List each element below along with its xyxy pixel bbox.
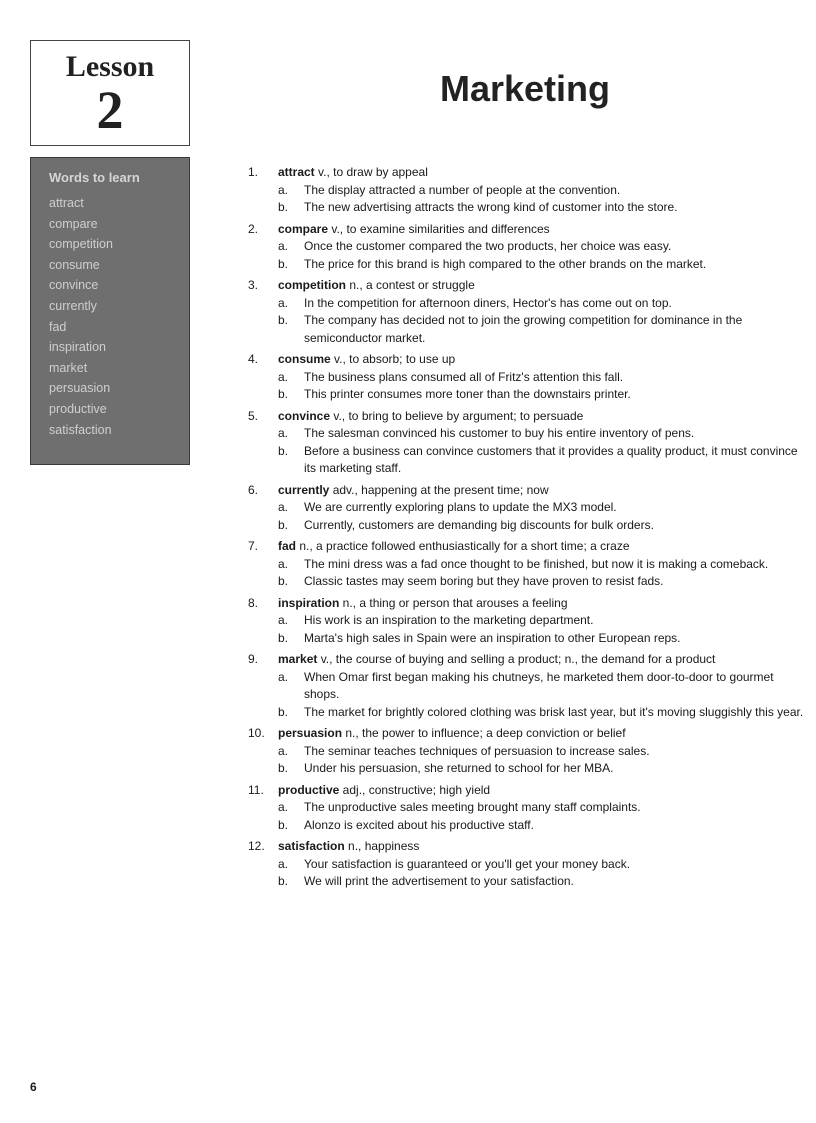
example-text: Your satisfaction is guaranteed or you'll get your money back. bbox=[304, 856, 631, 871]
vocabulary-entry bbox=[248, 595, 804, 648]
example-sentence bbox=[278, 386, 804, 404]
example-label: b. bbox=[278, 817, 289, 832]
example-text: His work is an inspiration to the marketing department. bbox=[304, 613, 594, 627]
entry-definition: adv., happening at the present time; now bbox=[329, 482, 549, 497]
entry-headline bbox=[278, 838, 804, 856]
entry-definition: v., to absorb; to use up bbox=[330, 352, 456, 366]
example-text: Once the customer compared the two products, her choice was easy. bbox=[304, 239, 672, 253]
words-panel-item: inspiration bbox=[49, 340, 106, 355]
entry-number: 12. bbox=[248, 839, 265, 853]
example-sentence bbox=[278, 425, 804, 443]
example-text: In the competition for afternoon diners, Hector's has come out on top. bbox=[304, 295, 672, 310]
entry-number: 2. bbox=[248, 221, 259, 236]
example-sentence bbox=[278, 873, 804, 891]
entry-definition: adj., constructive; high yield bbox=[339, 782, 491, 797]
example-sentence bbox=[278, 612, 804, 630]
example-label: b. bbox=[278, 517, 289, 532]
entry-number: 7. bbox=[248, 539, 259, 553]
vocabulary-entry bbox=[248, 164, 804, 217]
example-text: Under his persuasion, she returned to school for her MBA. bbox=[304, 761, 614, 775]
example-sentence bbox=[278, 743, 804, 761]
example-label: a. bbox=[278, 669, 289, 684]
vocabulary-entry bbox=[248, 277, 804, 347]
entry-word: attract bbox=[278, 165, 315, 179]
example-text: The price for this brand is high compared to the other brands on the market. bbox=[304, 256, 707, 271]
entry-number: 10. bbox=[248, 726, 265, 740]
entry-headline bbox=[278, 277, 804, 295]
words-panel-item: attract bbox=[49, 196, 84, 210]
entry-definition: v., to examine similarities and differences bbox=[328, 221, 550, 236]
example-sentence bbox=[278, 799, 804, 817]
entry-headline bbox=[278, 482, 804, 500]
vocabulary-entry bbox=[248, 782, 804, 835]
entry-number: 6. bbox=[248, 482, 259, 497]
entry-definition: v., the course of buying and selling a product; n., the demand for a product bbox=[317, 652, 716, 666]
words-panel-item: productive bbox=[49, 401, 107, 416]
example-sentence bbox=[278, 704, 804, 722]
entry-definition: n., a contest or struggle bbox=[346, 278, 475, 292]
example-text: Before a business can convince customers that it provides a quality product, it must convince its marketing staff. bbox=[304, 443, 798, 475]
vocabulary-entry bbox=[248, 408, 804, 478]
example-sentence bbox=[278, 312, 804, 347]
example-sentence bbox=[278, 238, 804, 256]
entry-word: convince bbox=[278, 408, 331, 423]
example-sentence bbox=[278, 256, 804, 274]
entry-headline bbox=[278, 351, 804, 369]
example-label: a. bbox=[278, 613, 289, 627]
entry-word: fad bbox=[278, 539, 296, 553]
page-number: 6 bbox=[30, 1080, 37, 1094]
example-text: The seminar teaches techniques of persuasion to increase sales. bbox=[304, 743, 650, 758]
example-sentence bbox=[278, 760, 804, 778]
example-label: b. bbox=[278, 630, 289, 645]
entry-definition: n., happiness bbox=[344, 839, 420, 853]
vocabulary-entry bbox=[248, 838, 804, 891]
vocabulary-entry bbox=[248, 538, 804, 591]
lesson-label: Lesson bbox=[65, 50, 155, 83]
words-panel-item: competition bbox=[49, 237, 113, 252]
example-label: b. bbox=[278, 200, 289, 214]
entry-number: 11. bbox=[248, 782, 264, 797]
example-label: b. bbox=[278, 313, 289, 327]
entry-word: market bbox=[278, 652, 318, 666]
example-sentence bbox=[278, 499, 804, 517]
example-text: Classic tastes may seem boring but they have proven to resist fads. bbox=[304, 574, 664, 588]
entry-word: compare bbox=[278, 221, 329, 236]
example-sentence bbox=[278, 630, 804, 648]
words-panel-item: convince bbox=[49, 278, 99, 293]
example-label: b. bbox=[278, 761, 289, 775]
vocabulary-list bbox=[248, 164, 804, 895]
example-text: The company has decided not to join the growing competition for dominance in the semiconductor market. bbox=[304, 313, 743, 345]
example-text: The new advertising attracts the wrong kind of customer into the store. bbox=[304, 200, 678, 214]
words-panel-item: consume bbox=[49, 257, 100, 272]
entry-number: 9. bbox=[248, 652, 259, 666]
example-sentence bbox=[278, 369, 804, 387]
words-panel-heading: Words to learn bbox=[49, 170, 140, 185]
entry-word: persuasion bbox=[278, 726, 343, 740]
words-list bbox=[49, 193, 189, 440]
example-label: a. bbox=[278, 743, 289, 758]
example-label: b. bbox=[278, 874, 289, 888]
example-text: We will print the advertisement to your satisfaction. bbox=[304, 874, 574, 888]
words-panel-item: compare bbox=[49, 216, 98, 231]
entry-number: 8. bbox=[248, 595, 259, 610]
example-sentence bbox=[278, 556, 804, 574]
example-label: a. bbox=[278, 426, 289, 440]
example-text: The display attracted a number of people at the convention. bbox=[304, 182, 621, 197]
entry-definition: v., to bring to believe by argument; to persuade bbox=[330, 408, 584, 423]
example-sentence bbox=[278, 295, 804, 313]
example-label: b. bbox=[278, 704, 289, 719]
example-sentence bbox=[278, 669, 804, 704]
example-text: Currently, customers are demanding big discounts for bulk orders. bbox=[304, 517, 654, 532]
example-label: a. bbox=[278, 800, 289, 814]
words-panel-item: persuasion bbox=[49, 381, 111, 396]
entry-word: productive bbox=[278, 782, 340, 797]
example-text: The mini dress was a fad once thought to be finished, but now it is making a comeback. bbox=[304, 556, 769, 571]
entry-headline bbox=[278, 782, 804, 800]
example-text: We are currently exploring plans to update the MX3 model. bbox=[304, 500, 617, 514]
example-label: b. bbox=[278, 256, 289, 271]
entry-number: 1. bbox=[248, 165, 259, 179]
entry-word: inspiration bbox=[278, 595, 340, 610]
entry-number: 3. bbox=[248, 278, 259, 292]
example-sentence bbox=[278, 182, 804, 200]
entry-headline bbox=[278, 538, 804, 556]
example-label: b. bbox=[278, 574, 289, 588]
entry-headline bbox=[278, 725, 804, 743]
entry-definition: v., to draw by appeal bbox=[314, 165, 428, 179]
example-label: b. bbox=[278, 387, 289, 401]
vocabulary-entry bbox=[248, 651, 804, 721]
entry-definition: n., a practice followed enthusiastically for a short time; a craze bbox=[296, 539, 630, 553]
entry-headline bbox=[278, 651, 804, 669]
example-text: The unproductive sales meeting brought many staff complaints. bbox=[304, 800, 641, 814]
entry-headline bbox=[278, 164, 804, 182]
words-to-learn-panel bbox=[30, 157, 190, 465]
example-sentence bbox=[278, 573, 804, 591]
entry-word: consume bbox=[278, 352, 331, 366]
example-text: The market for brightly colored clothing was brisk last year, but it's moving sluggishly this year. bbox=[304, 704, 804, 719]
example-text: When Omar first began making his chutneys, he marketed them door-to-door to gourmet shops. bbox=[304, 669, 774, 701]
example-sentence bbox=[278, 856, 804, 874]
entry-headline bbox=[278, 221, 804, 239]
example-sentence bbox=[278, 199, 804, 217]
example-sentence bbox=[278, 517, 804, 535]
example-text: Marta's high sales in Spain were an inspiration to other European reps. bbox=[304, 630, 681, 645]
entry-number: 5. bbox=[248, 408, 259, 423]
example-text: The business plans consumed all of Fritz's attention this fall. bbox=[304, 369, 624, 384]
vocabulary-entry bbox=[248, 221, 804, 274]
entry-headline bbox=[278, 408, 804, 426]
lesson-number: 2 bbox=[96, 80, 124, 140]
entry-number: 4. bbox=[248, 352, 259, 366]
example-label: b. bbox=[278, 443, 289, 458]
entry-definition: n., the power to influence; a deep conviction or belief bbox=[342, 726, 626, 740]
lesson-box bbox=[30, 40, 190, 146]
example-label: a. bbox=[278, 369, 289, 384]
entry-word: satisfaction bbox=[278, 839, 345, 853]
page-title: Marketing bbox=[439, 68, 611, 109]
example-label: a. bbox=[278, 856, 289, 871]
example-label: a. bbox=[278, 295, 289, 310]
example-label: a. bbox=[278, 500, 289, 514]
example-label: a. bbox=[278, 182, 289, 197]
words-panel-item: currently bbox=[49, 298, 97, 313]
words-panel-item: fad bbox=[49, 319, 67, 334]
vocabulary-entry bbox=[248, 351, 804, 404]
vocabulary-entry bbox=[248, 482, 804, 535]
example-sentence bbox=[278, 817, 804, 835]
entry-definition: n., a thing or person that arouses a feeling bbox=[339, 595, 568, 610]
example-text: Alonzo is excited about his productive staff. bbox=[304, 817, 534, 832]
words-panel-item: satisfaction bbox=[49, 422, 112, 437]
example-text: The salesman convinced his customer to buy his entire inventory of pens. bbox=[304, 426, 695, 440]
example-sentence bbox=[278, 443, 804, 478]
example-label: a. bbox=[278, 239, 289, 253]
entry-word: currently bbox=[278, 482, 330, 497]
vocabulary-entry bbox=[248, 725, 804, 778]
entry-headline bbox=[278, 595, 804, 613]
entry-word: competition bbox=[278, 278, 346, 292]
example-text: This printer consumes more toner than the downstairs printer. bbox=[304, 387, 631, 401]
example-label: a. bbox=[278, 556, 289, 571]
words-panel-item: market bbox=[49, 360, 88, 375]
